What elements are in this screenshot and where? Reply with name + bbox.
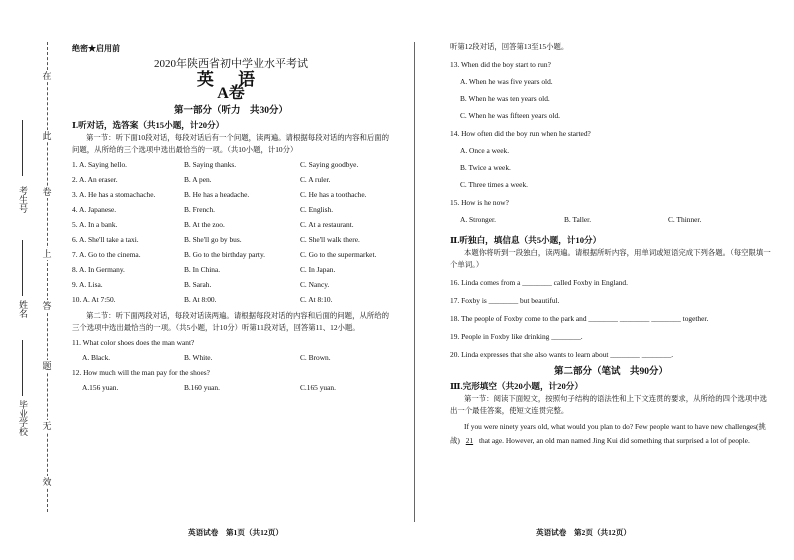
option[interactable]: 9. A. Lisa. [72, 280, 103, 289]
page-divider [414, 42, 415, 522]
fill-question-19[interactable]: 19. People in Foxby like drinking ________. [450, 332, 583, 341]
section3-title: Ⅲ.完形填空（共20小题，计20分） [450, 381, 583, 391]
option[interactable]: B. At the zoo. [184, 220, 225, 229]
option[interactable]: C.165 yuan. [300, 383, 336, 392]
subject-title: 英 语 [196, 70, 266, 89]
question-row [72, 295, 390, 305]
option[interactable]: 10. A. At 7:50. [72, 295, 116, 304]
question-row [72, 235, 390, 245]
seal-char: 效 [42, 477, 52, 487]
question-row [72, 280, 390, 290]
seal-char: 卷 [42, 187, 52, 197]
dialogue-12-intro: 听第12段对话，回答第13至15小题。 [450, 42, 569, 51]
option[interactable]: C. English. [300, 205, 334, 214]
option[interactable]: A. Stronger. [460, 215, 496, 224]
option[interactable]: C. Nancy. [300, 280, 330, 289]
option[interactable]: B. At 8:00. [184, 295, 217, 304]
page-2-footer: 英语试卷 第2页（共12页） [536, 528, 631, 537]
option[interactable]: B. When he was ten years old. [460, 94, 550, 103]
option[interactable]: B. Go to the birthday party. [184, 250, 266, 259]
option[interactable]: B. A pen. [184, 175, 212, 184]
school-field[interactable] [22, 340, 23, 396]
question-12-options [72, 383, 390, 393]
option[interactable]: C. Three times a week. [460, 180, 528, 189]
section1-title: Ⅰ.听对话，选答案（共15小题，计20分） [72, 120, 225, 130]
question-11: 11. What color shoes does the man want? [72, 338, 195, 347]
seal-char: 在 [42, 71, 52, 81]
question-row [72, 190, 390, 200]
option[interactable]: A. Black. [82, 353, 111, 362]
question-15-options [450, 215, 772, 225]
question-row [72, 265, 390, 275]
section1-part2-instructions: 第二节：听下面两段对话，每段对话读两遍。请根据每段对话的内容和后面的问题，从所给的三个选项中选出最恰当的一项。（共5小题，计10分）听第11段对话，回答第11、12小题。 [72, 311, 390, 332]
question-row [72, 160, 390, 170]
option[interactable]: B. He has a headache. [184, 190, 250, 199]
question-row [72, 175, 390, 185]
fill-question-16[interactable]: 16. Linda comes from a ________ called Foxby in England. [450, 278, 628, 287]
option[interactable]: B. She'll go by bus. [184, 235, 242, 244]
option[interactable]: B. Sarah. [184, 280, 212, 289]
option[interactable]: C. At 8:10. [300, 295, 333, 304]
name-label: 姓名 [18, 300, 28, 318]
question-row [72, 205, 390, 215]
option[interactable]: C. Saying goodbye. [300, 160, 359, 169]
option[interactable]: C. She'll walk there. [300, 235, 360, 244]
option[interactable]: 6. A. She'll take a taxi. [72, 235, 139, 244]
option[interactable]: A.156 yuan. [82, 383, 119, 392]
option[interactable]: B. In China. [184, 265, 221, 274]
binding-margin [0, 0, 62, 560]
school-label: 毕业学校 [18, 400, 28, 436]
option[interactable]: B. Saying thanks. [184, 160, 237, 169]
page-1 [72, 44, 390, 393]
section2-title: Ⅱ.听独白，填信息（共5小题，计10分） [450, 235, 602, 245]
seal-line [47, 42, 48, 512]
question-11-options [72, 353, 390, 363]
option[interactable]: 2. A. An eraser. [72, 175, 118, 184]
secret-mark: 绝密★启用前 [72, 44, 120, 53]
option[interactable]: C. Brown. [300, 353, 331, 362]
option[interactable]: B. Twice a week. [460, 163, 511, 172]
option[interactable]: C. At a restaurant. [300, 220, 354, 229]
seal-char: 上 [42, 249, 52, 259]
question-13: 13. When did the boy start to run? [450, 60, 551, 69]
seal-char: 此 [42, 131, 52, 141]
blank-21[interactable]: 21 [465, 436, 474, 445]
volume-title: A卷 [217, 85, 245, 102]
section3-instructions: 第一节：阅读下面短文，按照句子结构的语法性和上下文连贯的要求，从所给的四个选项中选出一个最佳答案，使短文连贯完整。 [450, 394, 768, 415]
question-14: 14. How often did the boy run when he started? [450, 129, 591, 138]
part2-title: 第二部分（笔试 共90分） [553, 367, 668, 377]
option[interactable]: A. When he was five years old. [460, 77, 553, 86]
question-15: 15. How is he now? [450, 198, 509, 207]
seal-char: 无 [42, 421, 52, 431]
seal-char: 答 [42, 301, 52, 311]
part1-title: 第一部分（听力 共30分） [173, 106, 288, 116]
question-list [72, 160, 390, 305]
option[interactable]: B. Taller. [564, 215, 592, 224]
option[interactable]: 8. A. In Germany. [72, 265, 125, 274]
page-2 [450, 44, 772, 448]
question-row [72, 250, 390, 260]
option[interactable]: 4. A. Japanese. [72, 205, 117, 214]
exam-title: 2020年陕西省初中学业水平考试 [154, 58, 308, 70]
fill-question-20[interactable]: 20. Linda expresses that she also wants to learn about ________ ________. [450, 350, 674, 359]
option[interactable]: 1. A. Saying hello. [72, 160, 128, 169]
section1-instructions: 第一节：听下面10段对话，每段对话后有一个问题，读两遍。请根据每段对话的内容和后面的问题，从所给的三个选项中选出最恰当的一项。（共10小题，计10分） [72, 133, 390, 154]
option[interactable]: C. A ruler. [300, 175, 331, 184]
option[interactable]: B. French. [184, 205, 215, 214]
option[interactable]: A. Once a week. [460, 146, 510, 155]
option[interactable]: C. When he was fifteen years old. [460, 111, 561, 120]
question-row [72, 220, 390, 230]
exam-number-field[interactable] [22, 120, 23, 176]
option[interactable]: C. Thinner. [668, 215, 702, 224]
option[interactable]: 5. A. In a bank. [72, 220, 118, 229]
question-12: 12. How much will the man pay for the shoes? [72, 368, 210, 377]
fill-question-17[interactable]: 17. Foxby is ________ but beautiful. [450, 296, 560, 305]
option[interactable]: C. Go to the supermarket. [300, 250, 377, 259]
option[interactable]: 3. A. He has a stomachache. [72, 190, 156, 199]
fill-question-18[interactable]: 18. The people of Foxby come to the park and ________ ________ ________ together. [450, 314, 709, 323]
option[interactable]: B. White. [184, 353, 213, 362]
name-field[interactable] [22, 240, 23, 296]
cloze-passage: If you were ninety years old, what would you plan to do? Few people want to have new challenges(挑战) 21 that age. However, an old man named Jing Kui did something that surprised a lot of people. [450, 422, 766, 445]
option[interactable]: 7. A. Go to the cinema. [72, 250, 141, 259]
option[interactable]: C. In Japan. [300, 265, 336, 274]
section2-instructions: 本题你将听到一段独白，读两遍。请根据所听内容，用单词或短语完成下列各题。（每空限填一个单词。） [450, 248, 771, 269]
exam-number-label: 考生号 [18, 186, 28, 213]
option[interactable]: C. He has a toothache. [300, 190, 367, 199]
page-1-footer: 英语试卷 第1页（共12页） [188, 528, 283, 537]
option[interactable]: B.160 yuan. [184, 383, 220, 392]
seal-char: 题 [42, 361, 52, 371]
